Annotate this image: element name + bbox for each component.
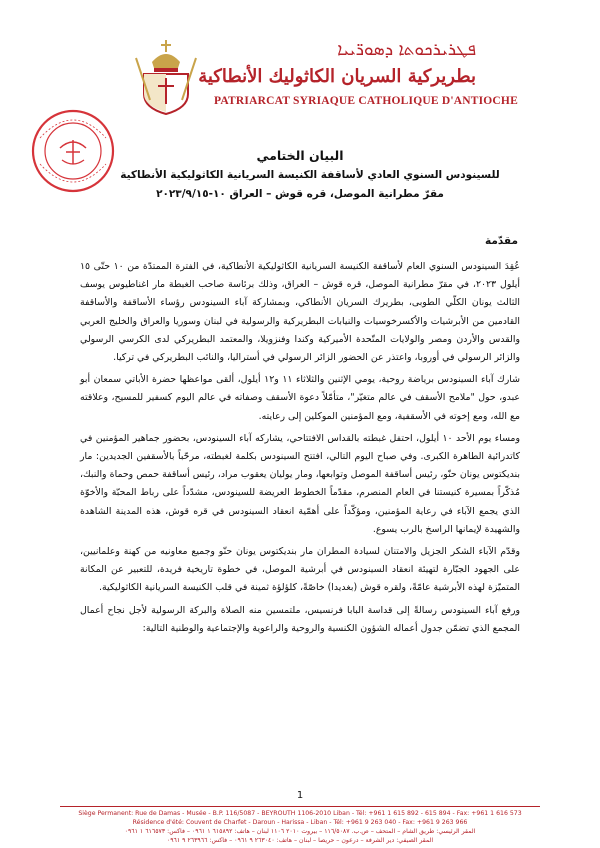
patriarchate-seal-stamp bbox=[30, 108, 116, 194]
document-body bbox=[80, 258, 520, 642]
section-heading: مقدّمة bbox=[485, 235, 518, 247]
arabic-header: بطريركية السريان الكاثوليك الأنطاكية bbox=[198, 66, 476, 87]
paragraph: عُقِدَ السينودس السنوي العام لأساقفة الكنيسة السريانية الكاثوليكية الأنطاكية، في الفترة الممتدّة من ١٠ حتّى ١٥ أيلول ٢٠٢٣، في مقرّ مطرانية الموصل، قره قوش – العراق، وذلك برئاسة صاحب الغبطة مار اغناطيوس يوسف الثالث يونان الكلّي الطوبى، بطريرك السريان الأنطاكي، وبمشاركة آباء السينودس رؤساء الأساقفة والأساقفة القادمين من الأبرشيات والأكسرخوسيات والنيابات البطريركية والرسولية في لبنان وسوريا والعراق والخليج العربي والقدس والأردن ومصر والولايات المتّحدة الأميركية وكندا وفنزويلا، والمعتمد البطريركي لدى الكرسي الرسولي والزائر الرسولي في أوروبا، واعتذر عن الحضور الزائر الرسولي في أستراليا، والنائب البطريركي في تركيا. bbox=[80, 261, 520, 364]
paragraph: ورفع آباء السينودس رسالةً إلى قداسة البابا فرنسيس، ملتمسين منه الصلاة والبركة الرسولية لأجل نجاح أعمال المجمع الذي تضمّن جدول أعماله الشؤون الكنسية والروحية والراعوية والإجتماعية والوطنية التالية: bbox=[80, 604, 520, 634]
footer-summer-residence-line: Résidence d'été: Couvent de Charfet - Daroun - Harissa - Liban - Tél: +961 9 263 040 - Fax: +961 9 263 966 bbox=[132, 819, 468, 826]
footer-address-line: Siège Permanent: Rue de Damas - Musée - B.P. 116/5087 - BEYROUTH 1106-2010 Liban - Tél: +961 1 615 892 - 615 894 - Fax: +961 1 616 573 bbox=[78, 810, 522, 817]
french-header: PATRIARCAT SYRIAQUE CATHOLIQUE D'ANTIOCHE bbox=[214, 95, 518, 107]
syriac-header: ܦܛܪܝܪܟܘܬܐ ܕܣܘܪ̈ܝܝܐ bbox=[337, 40, 476, 60]
document-subtitle: للسينودس السنوي العادي لأساقفة الكنيسة السريانية الكاثوليكية الأنطاكية bbox=[120, 169, 500, 181]
footer-arabic-summer-line: المقر الصيفي: دير الشرفة – درعون – حريصا – لبنان – هاتف: ٢٦٣٠٤٠ ٩ ٠٩٦١ – فاكس: ٢٦٣٩٦٦ ٩ ٠٩٦١ bbox=[166, 837, 434, 844]
footer-divider bbox=[60, 806, 540, 807]
paragraph: ومساء يوم الأحد ١٠ أيلول، احتفل غبطته بالقداس الافتتاحي، يشاركه آباء السينودس، بحضور جماهير المؤمنين في كاتدرائية الطاهرة الكبرى. وفي صباح اليوم التالي، افتتح السينودس بكلمة لغبطته، مرحّباً بالأسقفين الجديدين: مار بنديكتوس يونان حنّو، رئيس أساقفة الموصل وتوابعها، ومار يوليان يعقوب مراد، رئيس أساقفة حمص وحماة والنبك، مُذكّراً بمسيرة كنيستنا في العام المنصرم، مقدّماً الخطوط العريضة للسينودس، مشدّداً على رباط المحبّة والأخوّة الذي يجمع الآباء في رعاية المؤمنين، ومؤكّداً على أهمّية انعقاد السينودس في قره قوش، هذه المدينة الشاهدة والشهيدة لإيمانها الراسخ بالرب يسوع. bbox=[80, 432, 520, 535]
paragraph: وقدّم الآباء الشكر الجزيل والامتنان لسيادة المطران مار بنديكتوس يونان حنّو وجميع معاونيه من كهنة وعلمانيين، على الجهود الجبّارة لتهيئة انعقاد السينودس في أبرشية الموصل، في خطوة تاريخية فريدة، للتعبير عن المكانة المتميّزة لهذه الأبرشية عامّةً، ولقره قوش (بغديدا) خاصّةً، كلؤلؤة ثمينة في قلب الكنيسة السريانية الكاثوليكية. bbox=[80, 546, 520, 594]
page-number: 1 bbox=[296, 790, 304, 801]
paragraph: شارك آباء السينودس برياضة روحية، يومي الإثنين والثلاثاء ١١ و١٢ أيلول، ألقى مواعظها حضرة الأباتي سمعان أبو عبدو، حول "ملامح الأسقف في عالم متغيّر"، متأمّلاً دعوة الأسقف وصفاته في عالم اليوم كسفير للمسيح، وعلاقته مع الله، ومع إخوته في الأسقفية، ومع المؤمنين الموكلين إلى رعايته. bbox=[80, 374, 520, 422]
footer-arabic-address-line: المقر الرئيسي: طريق الشام – المتحف – ص.ب. ١١٦/٥٠٨٧ – بيروت ٢٠١٠ ١١٠٦ لبنان – هاتف: ٦١٥٨٩٢ ١ ٠٩٦١ – فاكس: ٦١٦٥٧٣ ١ ٠٩٦١ bbox=[124, 828, 476, 835]
patriarchate-crest-logo bbox=[130, 38, 202, 116]
document-place-date: مقرّ مطرانية الموصل، قره قوش – العراق ١٠-٢٠٢٣/٩/١٥ bbox=[156, 188, 444, 200]
document-title: البيان الختامي bbox=[256, 148, 344, 163]
